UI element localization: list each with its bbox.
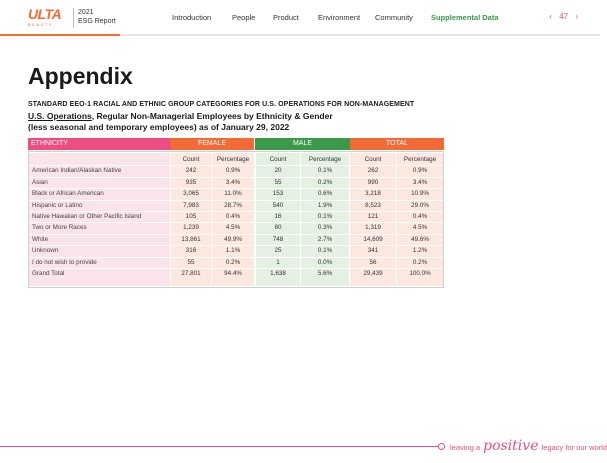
row-label: I do not wish to provide [32, 258, 97, 266]
table-cell: 0.1% [317, 247, 333, 255]
table-cell: 3.4% [412, 178, 428, 186]
table-cell: 27,801 [181, 270, 201, 277]
table-cell: 80 [274, 224, 282, 232]
header-rule [0, 34, 600, 36]
table-cell: 0.2% [317, 178, 333, 186]
row-label: White [32, 235, 49, 243]
prev-page-icon[interactable]: ‹ [549, 12, 552, 21]
table-row [28, 200, 444, 211]
table-cell: 16 [274, 213, 282, 220]
table-cell: 4.5% [225, 224, 241, 232]
table-cell: 20 [274, 167, 282, 175]
page-pager [549, 12, 578, 21]
table-cell: 3,218 [365, 190, 381, 198]
column-header: Percentage [403, 156, 437, 163]
table-cell: 5.6% [317, 270, 333, 277]
logo-subtext: BEAUTY [28, 22, 54, 27]
table-cell: 1,239 [183, 224, 199, 232]
table-cell: 55 [274, 178, 282, 186]
table-cell: 0.3% [317, 224, 333, 232]
table-cell: 0.2% [225, 258, 241, 266]
table-cell: 1.9% [317, 201, 333, 209]
logo-divider [73, 8, 74, 28]
table-cell: 3.4% [225, 178, 241, 186]
table-cell: 105 [185, 213, 197, 220]
table-cell: 242 [185, 167, 197, 175]
table-cell: 1,638 [270, 270, 286, 277]
row-divider [29, 200, 443, 201]
table-row [28, 257, 444, 268]
footer-tagline [450, 438, 607, 454]
table-cell: 0.6% [317, 190, 333, 198]
footer-dot [438, 443, 445, 450]
logo-text: ULTA [28, 6, 62, 22]
report-year: 2021 [78, 9, 94, 16]
tagline-after: legacy for our world [541, 443, 607, 452]
row-divider [29, 211, 443, 212]
row-divider [29, 165, 443, 166]
header-ethnicity: ETHNICITY [28, 138, 170, 150]
row-label: Unknown [32, 247, 59, 255]
header-female: FEMALE [170, 138, 254, 150]
table-cell: 29,439 [363, 270, 383, 277]
table-cell: 1.1% [225, 247, 241, 255]
table-row [28, 268, 444, 279]
nav-community[interactable]: Community [375, 13, 413, 22]
table-cell: 0.2% [412, 258, 428, 266]
table-caption: STANDARD EEO-1 RACIAL AND ETHNIC GROUP CATEGORIES FOR U.S. OPERATIONS FOR NON-MANAGEMENT [28, 101, 415, 108]
row-divider [29, 222, 443, 223]
table-cell: 28.7% [224, 201, 242, 209]
row-label: Two or More Races [32, 224, 87, 232]
table-subtitle [28, 111, 333, 121]
table-cell: 49.9% [224, 235, 242, 243]
table-cell: 49.6% [411, 235, 429, 243]
table-cell: 262 [367, 167, 379, 175]
tagline-script: positive [483, 438, 539, 454]
table-cell: 100.0% [409, 270, 431, 277]
table-cell: 990 [367, 178, 379, 186]
column-header: Count [182, 156, 200, 163]
page-title: Appendix [28, 63, 133, 89]
table-cell: 2.7% [317, 235, 333, 243]
row-label: Black or African American [32, 190, 104, 198]
table-cell: 25 [274, 247, 282, 255]
table-cell: 0.9% [412, 167, 428, 175]
table-cell: 0.1% [317, 167, 333, 175]
table-cell: 153 [272, 190, 284, 198]
table-cell: 7,983 [183, 201, 199, 209]
row-divider [29, 234, 443, 235]
table-row [28, 165, 444, 176]
tagline-before: leaving a [450, 443, 481, 452]
nav-introduction[interactable]: Introduction [172, 13, 212, 22]
header [0, 0, 600, 36]
table-cell: 121 [367, 213, 379, 220]
report-label [78, 8, 116, 26]
table-cell: 316 [185, 247, 197, 255]
row-label: Native Hawaiian or Other Pacific Island [32, 213, 142, 220]
column-header: Count [269, 156, 287, 163]
table-cell: 1 [276, 258, 280, 266]
table-cell: 8,523 [365, 201, 381, 209]
column-header: Percentage [216, 156, 250, 163]
row-label: American Indian/Alaskan Native [32, 167, 122, 175]
row-label: Asian [32, 178, 48, 186]
us-operations-link[interactable]: U.S. Operations [28, 111, 92, 121]
table-cell: 0.9% [225, 167, 241, 175]
table-cell: 0.1% [317, 213, 333, 220]
table-cell: 29.0% [411, 201, 429, 209]
table-row [28, 234, 444, 245]
table-cell: 0.4% [412, 213, 428, 220]
table-cell: 55 [187, 258, 195, 266]
table-subheader-row [28, 154, 444, 165]
nav-supplemental-data[interactable]: Supplemental Data [431, 13, 499, 22]
row-label: Hispanic or Latino [32, 201, 83, 209]
next-page-icon[interactable]: › [575, 12, 578, 21]
table-cell: 4.5% [412, 224, 428, 232]
nav-environment[interactable]: Environment [318, 13, 361, 22]
table-cell: 540 [272, 201, 284, 209]
row-divider [29, 257, 443, 258]
nav-people[interactable]: People [232, 13, 256, 22]
row-divider [29, 188, 443, 189]
table-row [28, 188, 444, 199]
table-row [28, 211, 444, 222]
table-cell: 0.0% [317, 258, 333, 266]
table-note: (less seasonal and temporary employees) as of January 29, 2022 [28, 122, 290, 132]
report-name: ESG Report [78, 18, 116, 25]
nav-product[interactable]: Product [273, 13, 299, 22]
table-cell: 1,319 [365, 224, 381, 232]
row-divider [29, 177, 443, 178]
table-row [28, 245, 444, 256]
table-row [28, 222, 444, 233]
table-cell: 10.9% [411, 190, 429, 198]
table-cell: 56 [369, 258, 377, 266]
table-cell: 14,609 [363, 235, 383, 243]
table-cell: 0.4% [225, 213, 241, 220]
table-cell: 13,861 [181, 235, 201, 243]
table-subtitle-rest: , Regular Non-Managerial Employees by Ethnicity & Gender [91, 111, 333, 121]
row-divider [29, 268, 443, 269]
ulta-logo[interactable] [28, 7, 70, 29]
table-cell: 341 [367, 247, 379, 255]
row-divider [29, 245, 443, 246]
header-male: MALE [255, 138, 350, 150]
table-row [28, 177, 444, 188]
header-total: TOTAL [350, 138, 444, 150]
ethnicity-gender-table [28, 138, 444, 288]
column-header: Percentage [308, 156, 342, 163]
column-header: Count [364, 156, 382, 163]
table-cell: 1.2% [412, 247, 428, 255]
table-cell: 94.4% [224, 270, 242, 277]
page-number: 47 [559, 12, 569, 21]
table-cell: 3,065 [183, 190, 199, 198]
footer-rule [0, 446, 440, 447]
table-cell: 748 [272, 235, 284, 243]
table-cell: 935 [185, 178, 197, 186]
table-cell: 11.0% [224, 190, 242, 198]
row-label: Grand Total [32, 270, 65, 277]
